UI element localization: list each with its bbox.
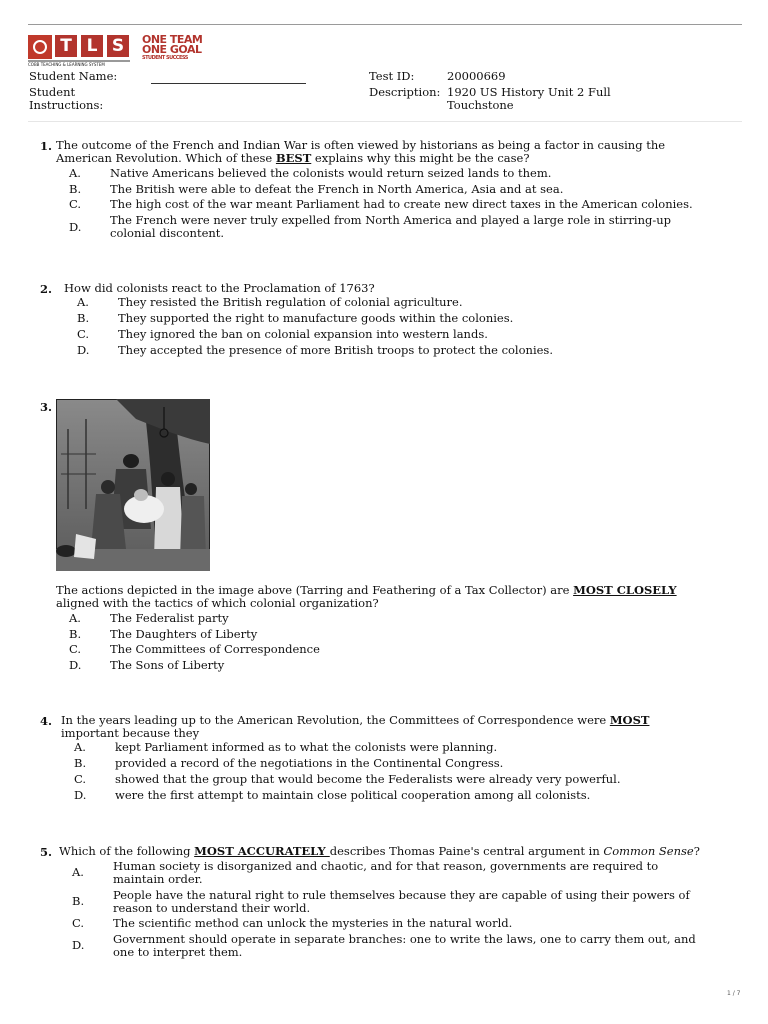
choice-letter[interactable]: A. <box>69 611 81 625</box>
choice-text[interactable]: The Daughters of Liberty <box>110 627 258 641</box>
student-name-label: Student Name: <box>29 69 118 83</box>
choice-text[interactable]: They resisted the British regulation of colonial agriculture. <box>118 295 463 309</box>
choice-letter[interactable]: B. <box>69 182 82 196</box>
choice-text[interactable]: The British were able to defeat the French in North America, Asia and at sea. <box>110 182 564 196</box>
choice-text[interactable]: They accepted the presence of more British troops to protect the colonies. <box>118 343 553 357</box>
choice-text[interactable]: The Committees of Correspondence <box>110 642 320 656</box>
choice-text-cont[interactable]: maintain order. <box>113 872 203 886</box>
question-1-stem-line1: The outcome of the French and Indian War is often viewed by historians as being a factor in causing the <box>56 138 666 152</box>
slogan-line3: STUDENT SUCCESS <box>142 55 188 61</box>
test-id-value: 20000669 <box>447 69 506 83</box>
question-5-stem: Which of the following MOST ACCURATELY describes Thomas Paine's central argument in Common Sense? <box>59 844 700 858</box>
emphasis-most: MOST <box>609 713 650 727</box>
choice-letter[interactable]: D. <box>69 658 82 672</box>
choice-letter[interactable]: C. <box>77 327 90 341</box>
student-instructions-label-1: Student <box>29 85 76 99</box>
choice-letter[interactable]: B. <box>77 311 90 325</box>
question-5-number: 5. <box>40 845 53 859</box>
tarring-feathering-engraving-image <box>56 399 210 571</box>
logo-c-icon <box>28 35 52 59</box>
choice-text[interactable]: People have the natural right to rule themselves because they are capable of using their powers of <box>113 888 690 902</box>
choice-text[interactable]: Native Americans believed the colonists would return seized lands to them. <box>110 166 552 180</box>
description-line2: Touchstone <box>447 98 514 112</box>
choice-text[interactable]: They ignored the ban on colonial expansion into western lands. <box>118 327 488 341</box>
question-2-stem: How did colonists react to the Proclamation of 1763? <box>64 281 375 295</box>
choice-text[interactable]: The Sons of Liberty <box>110 658 225 672</box>
choice-letter[interactable]: C. <box>69 642 82 656</box>
choice-letter[interactable]: A. <box>69 166 81 180</box>
student-name-blank <box>151 83 306 84</box>
description-label: Description: <box>369 85 441 99</box>
choice-letter[interactable]: B. <box>69 627 82 641</box>
choice-letter[interactable]: D. <box>69 220 82 234</box>
slogan-logo <box>142 35 202 61</box>
choice-letter[interactable]: D. <box>72 938 85 952</box>
choice-text[interactable]: kept Parliament informed as to what the colonists were planning. <box>115 740 498 754</box>
question-3-number: 3. <box>40 400 53 414</box>
logo-letter-l: L <box>81 35 103 57</box>
choice-text[interactable]: They supported the right to manufacture goods within the colonies. <box>118 311 514 325</box>
question-4-stem-line2: important because they <box>61 726 200 740</box>
choice-letter[interactable]: C. <box>69 197 82 211</box>
choice-text[interactable]: The high cost of the war meant Parliament had to create new direct taxes in the American colonies. <box>110 197 693 211</box>
choice-letter[interactable]: D. <box>74 788 87 802</box>
test-id-label: Test ID: <box>369 69 415 83</box>
question-2-number: 2. <box>40 282 53 296</box>
choice-letter[interactable]: A. <box>77 295 89 309</box>
logo-letter-s: S <box>107 35 129 57</box>
logo-subtitle: COBB TEACHING & LEARNING SYSTEM <box>28 62 105 67</box>
choice-text-cont[interactable]: one to interpret them. <box>113 945 243 959</box>
choice-letter[interactable]: C. <box>74 772 87 786</box>
question-1-stem-line2: American Revolution. Which of these BEST explains why this might be the case? <box>56 151 530 165</box>
description-line1: 1920 US History Unit 2 Full <box>447 85 611 99</box>
choice-letter[interactable]: D. <box>77 343 90 357</box>
logo-letter-t: T <box>55 35 77 57</box>
choice-letter[interactable]: B. <box>72 894 85 908</box>
choice-letter[interactable]: A. <box>74 740 86 754</box>
choice-text[interactable]: The French were never truly expelled from North America and played a large role in stirring-up <box>110 213 672 227</box>
choice-text[interactable]: The Federalist party <box>110 611 229 625</box>
question-3-stem-line1: The actions depicted in the image above (Tarring and Feathering of a Tax Collector) are MOST CLOSELY <box>56 583 677 597</box>
choice-text[interactable]: Government should operate in separate branches: one to write the laws, one to carry them out, and <box>113 932 696 946</box>
header-divider <box>28 121 742 122</box>
choice-text-cont[interactable]: colonial discontent. <box>110 226 225 240</box>
page-number: 1 / 7 <box>727 990 741 997</box>
choice-text[interactable]: showed that the group that would become the Federalists were already very powerful. <box>115 772 621 786</box>
student-instructions-label-2: Instructions: <box>29 98 104 112</box>
choice-letter[interactable]: A. <box>72 865 84 879</box>
emphasis-most-closely: MOST CLOSELY <box>573 583 677 597</box>
question-3-stem-line2: aligned with the tactics of which colonial organization? <box>56 596 379 610</box>
question-1-number: 1. <box>40 139 53 153</box>
common-sense-title: Common Sense <box>603 844 694 858</box>
question-4-stem-line1: In the years leading up to the American Revolution, the Committees of Correspondence were MOST <box>61 713 650 727</box>
emphasis-best: BEST <box>275 151 312 165</box>
choice-text[interactable]: Human society is disorganized and chaotic, and for that reason, governments are required to <box>113 859 659 873</box>
choice-text[interactable]: provided a record of the negotiations in the Continental Congress. <box>115 756 504 770</box>
choice-letter[interactable]: B. <box>74 756 87 770</box>
slogan-line2: ONE GOAL <box>142 43 202 56</box>
top-rule <box>28 24 742 25</box>
choice-text[interactable]: were the first attempt to maintain close political cooperation among all colonists. <box>115 788 591 802</box>
choice-text-cont[interactable]: reason to understand their world. <box>113 901 311 915</box>
choice-letter[interactable]: C. <box>72 916 85 930</box>
slogan-line1: ONE TEAM <box>142 33 203 46</box>
emphasis-most-accurately: MOST ACCURATELY <box>194 844 330 858</box>
choice-text[interactable]: The scientific method can unlock the mysteries in the natural world. <box>113 916 513 930</box>
question-4-number: 4. <box>40 714 53 728</box>
